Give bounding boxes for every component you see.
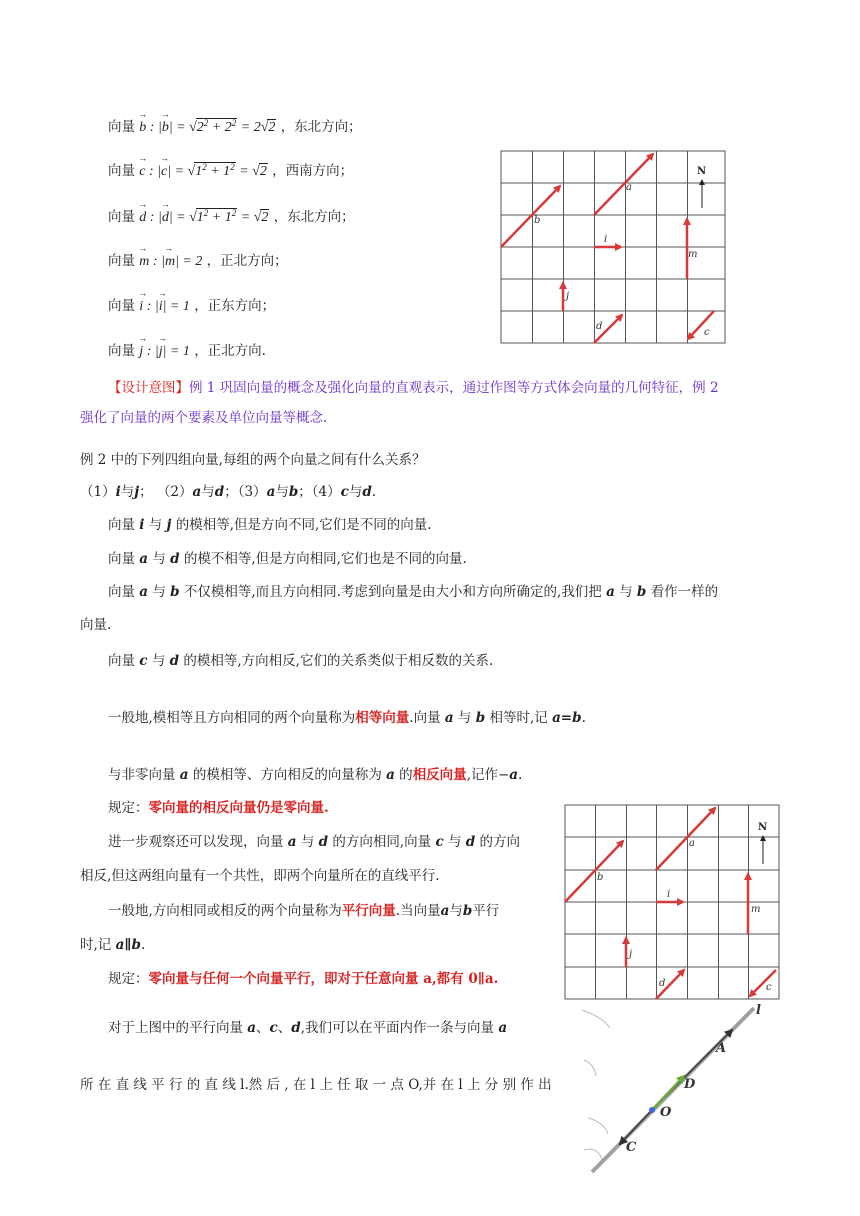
observation-line-1: 进一步观察还可以发现，向量 a 与 d 的方向相同,向量 c 与 d 的方向 xyxy=(108,834,521,850)
parallel-notation: 时,记 a∥b. xyxy=(80,937,146,953)
equal-vector-definition: 一般地,模相等且方向相同的两个向量称为相等向量.向量 a 与 b 相等时,记 a=b. xyxy=(108,710,586,726)
sketch-marks xyxy=(582,1010,610,1160)
last-paragraph-line-1: 对于上图中的平行向量 a、c、d,我们可以在平面内作一条与向量 a xyxy=(108,1020,508,1036)
label-north: N xyxy=(697,166,707,177)
vector-b xyxy=(501,186,560,247)
vector-a xyxy=(594,154,653,215)
answer-3: 向量 a 与 b 不仅模相等,而且方向相同.考虑到向量是由大小和方向所确定的,我们把 a 与 b 看作一样的 xyxy=(108,584,719,600)
label-m: m xyxy=(751,904,761,915)
last-paragraph-line-2: 所 在 直 线 平 行 的 直 线 l.然 后 , 在 l 上 任 取 一 点 O,并 在 l 上 分 别 作 出 xyxy=(80,1077,552,1093)
question-pairs: （1）i与j； （2）a与d；（3）a与b；（4）c与d. xyxy=(80,484,377,500)
rule-1: 规定：零向量的相反向量仍是零向量. xyxy=(108,800,329,816)
observation-line-2: 相反,但这两组向量有一个共性，即两个向量所在的直线平行. xyxy=(80,868,440,884)
label-A: A xyxy=(716,1041,727,1056)
label-j: j xyxy=(566,291,570,302)
opposite-vector-definition: 与非零向量 a 的模相等、方向相反的向量称为 a 的相反向量,记作−a. xyxy=(108,767,523,783)
label-D: D xyxy=(684,1077,696,1092)
vector-b xyxy=(565,841,623,902)
line-vector-j: 向量 → j : |→ j| = 1 ，正北方向. xyxy=(108,343,266,361)
label-b: b xyxy=(534,215,541,226)
line-vector-i: 向量 → i : |→ i| = 1 ，正东方向； xyxy=(108,298,275,316)
vector-OC xyxy=(620,1110,652,1144)
label-north: N xyxy=(758,822,768,833)
line-vector-b: 向量 → b : |→ $b| = √2^2 + 2^2 = 2√2$ ，东北方向； xyxy=(108,118,362,137)
vector-grid-figure-2 xyxy=(564,804,780,1000)
parallel-line-figure xyxy=(574,1000,774,1182)
answer-4: 向量 c 与 d 的模相等,方向相反,它们的关系类似于相反数的关系. xyxy=(108,653,494,669)
label-O: O xyxy=(660,1105,672,1120)
label-i: i xyxy=(604,234,608,245)
label-c: c xyxy=(704,327,710,338)
label-C: C xyxy=(626,1140,637,1155)
label-m: m xyxy=(688,249,698,260)
answer-3-cont: 向量. xyxy=(80,617,112,633)
label-d: d xyxy=(596,321,603,332)
design-intent-line2: 强化了向量的两个要素及单位向量等概念. xyxy=(80,410,328,426)
label-a: a xyxy=(689,838,695,849)
line-vector-d: 向量 → d : |→ $d| = √1^2 + 1^2 = √2$ ，东北方向； xyxy=(108,208,355,227)
question-line: 例 2 中的下列四组向量,每组的两个向量之间有什么关系？ xyxy=(80,452,426,468)
vector-c xyxy=(750,970,776,996)
label-l: l xyxy=(756,1003,761,1018)
label-d: d xyxy=(659,978,666,989)
vector-grid-figure-1 xyxy=(500,150,726,344)
line-vector-m: 向量 → m : |→ m| = 2 ，正北方向； xyxy=(108,253,288,271)
design-intent-line1: 【设计意图】例 1 巩固向量的概念及强化向量的直观表示，通过作图等方式体会向量的几何特征，例 2 xyxy=(108,380,719,396)
line-vector-c: 向量 → c : |→ $c| = √1^2 + 1^2 = √2$ ，西南方向； xyxy=(108,162,353,181)
rule-2: 规定：零向量与任何一个向量平行，即对于任意向量 a,都有 0∥a. xyxy=(108,971,499,987)
label-j: j xyxy=(629,949,633,960)
label-i: i xyxy=(667,889,671,900)
answer-1: 向量 i 与 j 的模相等,但是方向不同,它们是不同的向量. xyxy=(108,517,432,533)
parallel-definition: 一般地,方向相同或相反的两个向量称为平行向量.当向量a与b平行 xyxy=(108,903,500,919)
label-c: c xyxy=(766,982,772,993)
point-O xyxy=(649,1107,655,1113)
answer-2: 向量 a 与 d 的模不相等,但是方向相同,它们也是不同的向量. xyxy=(108,551,467,567)
vector-a xyxy=(656,808,715,870)
vector-c xyxy=(688,311,714,339)
label-a: a xyxy=(626,182,632,193)
label-b: b xyxy=(597,872,604,883)
